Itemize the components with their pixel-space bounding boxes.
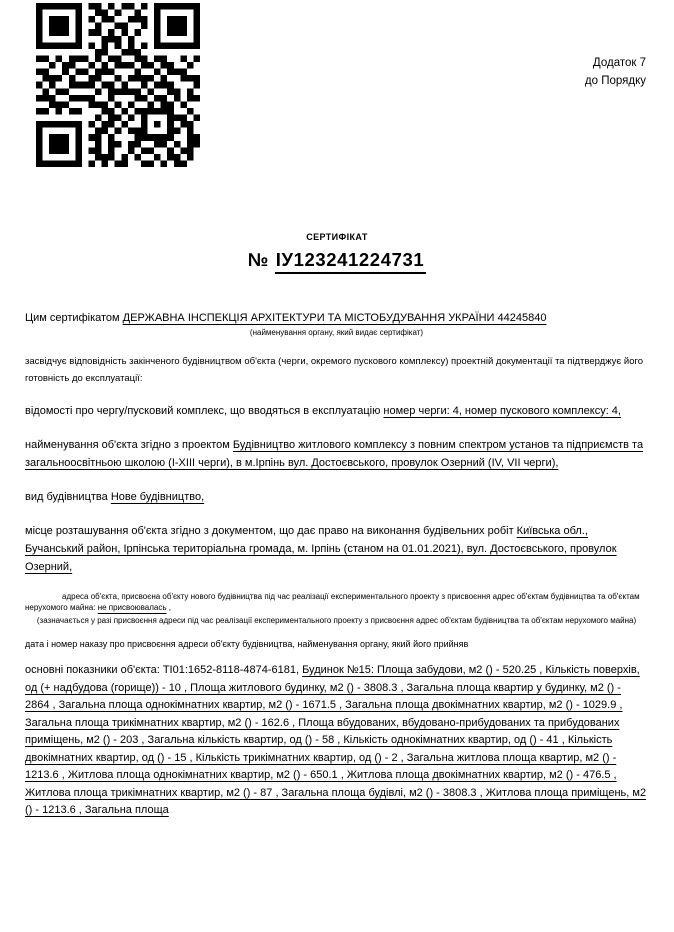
object-name-value: Будівництво житлового комплексу з повним спектром установ та підприємств та загальноосвітньою школою (І-ХІІІ черги), в м.Ірпінь вул. Достоєвського, провулок Озерний (IV, VII черги), [25, 439, 644, 469]
address-value: не присвоювалась [97, 602, 167, 612]
qr-code-icon [36, 3, 200, 167]
queue-value: номер черги: 4, номер пускового комплексу: 4, [383, 405, 621, 417]
certificate-number [0, 249, 674, 274]
address-prefix: адреса об'єкта, присвоєна об'єкту нового будівництва під час реалізації експериментального проекту з присвоєння адрес об'єктам будівництва та об'єктам нерухомого майна: [25, 592, 640, 612]
address-paragraph [25, 592, 648, 613]
object-name-prefix: найменування об'єкта згідно з проектом [25, 439, 233, 451]
indicators-prefix: основні показники об'єкта: ТІ01:1652-8118-4874-6181, [25, 664, 303, 676]
annex-line-2: до Порядку [584, 75, 646, 87]
certificate-number-value: ІУ123241224731 [275, 249, 427, 274]
issuing-authority-value: ДЕРЖАВНА ІНСПЕКЦІЯ АРХІТЕКТУРИ ТА МІСТОБУДУВАННЯ УКРАЇНИ 44245840 [122, 312, 547, 324]
construction-type-paragraph [25, 488, 648, 506]
queue-prefix: відомості про чергу/пусковий комплекс, що вводяться в експлуатацію [25, 405, 384, 417]
address-suffix: , [166, 602, 171, 612]
construction-type-value: Нове будівництво, [110, 491, 205, 503]
object-name-paragraph [25, 436, 648, 472]
document-title: СЕРТИФІКАТ [306, 232, 368, 242]
annex-line-1: Додаток 7 [592, 57, 646, 69]
issuing-authority-caption: (найменування органу, який видає сертифікат) [249, 328, 424, 337]
document-body [25, 309, 648, 820]
issued-by-paragraph [25, 309, 648, 327]
indicators-value: Будинок №15: Площа забудови, м2 () - 520.25 , Кількість поверхів, од (+ надбудова (горище)) - 10 , Площа житлового будинку, м2 () - 3808.3 , Загальна площа квартир у будинку, м2 () - 2864 , Загальна площа однокімнатних квартир, м2 () - 1671.5 , Загальна площа двокімнатних квартир, м2 () - 1029.9 , Загальна площа трикімнатних квартир, м2 () - 162.6 , Площа вбудованих, вбудовано-прибудованих та прибудованих приміщень, м2 () - 203 , Загальна кількість квартир, од () - 58 , Кількість однокімнатних квартир, од () - 41 , Кількість двокімнатних квартир, од () - 15 , Кількість трикімнатних квартир, од () - 2 , Загальна житлова площа квартир, м2 () - 1213.6 , Житлова площа однокімнатних квартир, м2 () - 650.1 , Житлова площа двокімнатних квартир, м2 () - 476.5 , Житлова площа трикімнатних квартир, м2 () - 87 , Загальна площа будівлі, м2 () - 3808.3 , Житлова площа приміщень, м2 () - 1213.6 , Загальна площа [25, 664, 647, 816]
indicators-paragraph [25, 662, 648, 820]
queue-paragraph [25, 402, 648, 420]
annex-note [585, 54, 646, 90]
order-line: дата і номер наказу про присвоєння адреси об'єкту будівництва, найменування органу, який його прийняв [25, 639, 469, 649]
address-caption: (зазначається у разі присвоєння адреси під час реалізації експериментального проекту з присвоєння адрес об'єктам будівництва та об'єктам нерухомого майна) [36, 616, 637, 625]
certificate-number-prefix: № [247, 249, 269, 270]
issued-by-prefix: Цим сертифікатом [25, 312, 123, 324]
location-value: Київська обл., Бучанський район, Ірпінська територіальна громада, м. Ірпінь (станом на 01.01.2021), вул. Достоєвського, провулок Озерний, [25, 525, 617, 573]
certifies-paragraph: засвідчує відповідність закінченого будівництвом об'єкта (черги, окремого пускового комплексу) проектній документації та підтверджує його готовність до експлуатації: [25, 356, 644, 384]
location-paragraph [25, 522, 648, 576]
location-prefix: місце розташування об'єкта згідно з документом, що дає право на виконання будівельних робіт [25, 525, 517, 537]
construction-type-prefix: вид будівництва [25, 491, 111, 503]
